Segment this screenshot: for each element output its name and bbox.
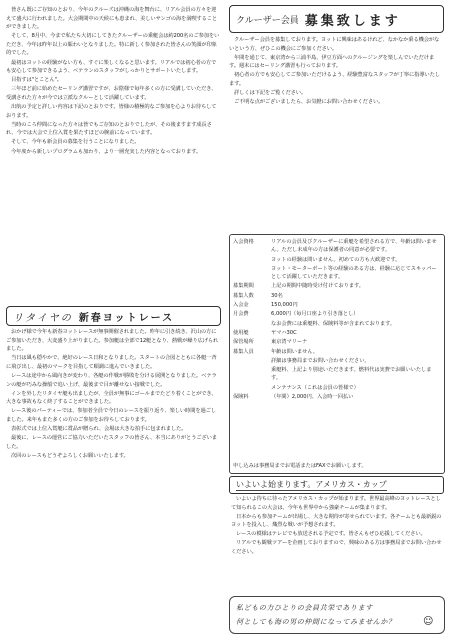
- info-row: [233, 393, 439, 401]
- application-note: 申し込みは事務局までお電話またはFAXでお願いします。: [233, 463, 367, 469]
- info-row: [233, 310, 439, 318]
- paragraph: 目指すは"とことん"。: [11, 77, 62, 84]
- paragraph: いよいよ待ちに待ったアメリカス・カップが始まります。世界最高峰のヨットレースとして知られるこの大会は、今年も世界中から強豪チームが集まります。: [231, 496, 441, 511]
- info-label: [233, 384, 271, 392]
- paragraph: レースの模様はテレビでも放送される予定です。皆さんもぜひ応援してください。: [236, 531, 426, 538]
- closing-message-box: [229, 596, 445, 634]
- info-row: [233, 256, 439, 264]
- paragraph: 今年度から新しいプログラムも加わり、より一層充実した内容となっております。: [11, 148, 201, 155]
- paragraph: 三年ほど前に始めたセーリング講習ですが、お陰様で毎年多くの方に受講していただき、受講された方々が今では立派なクルーとして活躍しています。: [6, 86, 217, 101]
- info-label: [233, 320, 271, 328]
- membership-info-list: [233, 238, 439, 470]
- new-year-race-banner: [6, 306, 221, 326]
- info-value: メンテナンス（これは会員の皆様で）: [271, 384, 359, 391]
- info-value: 年齢は問いません。: [271, 348, 318, 355]
- info-value: 上記の期間中随時受け付けております。: [271, 283, 364, 290]
- info-row: [233, 357, 439, 365]
- paragraph: そして、8月中、今まで私たち大切にしてきたクルーザーの乗艇会は約200名のご参加をいただき、今年は昨年以上の賑わいとなりました。特に新しく参加された皆さんの笑顔が印象的でした。: [6, 33, 220, 57]
- paragraph: そして、今年も新会員の募集を行うことになりました。: [11, 139, 140, 146]
- banner-subtitle: 募集致します: [304, 13, 401, 29]
- info-label: [233, 256, 271, 264]
- info-row: [233, 320, 439, 328]
- info-value: 東京湾マリーナ: [271, 339, 308, 346]
- info-value: リアルの会員及びクルーザーに乗艇を希望される方で、年齢は問いません。ただし未成年の方は保護者の同意が必要です。: [271, 239, 437, 254]
- right-top-article: [229, 36, 441, 136]
- info-value: （年間）2,000円、入会時一回払い: [271, 394, 354, 401]
- paragraph: 当時のころ仲間になった方々は皆でもご存知のとおりでしたが、その後ますます成長され、今では大会で上位入賞を果たすほどの腕前になっています。: [6, 121, 212, 137]
- smiley-icon: ☺: [423, 616, 434, 627]
- paragraph: ご不明な点がございましたら、お気軽にお問い合わせください。: [234, 99, 384, 106]
- paragraph: クルーザー会員を募集しております。ヨットに興味はあるけれど、なかなか乗る機会がないという方、ぜひこの機会にご参加ください。: [229, 37, 440, 52]
- paragraph: おかげ様で今年も新春ヨットレースが無事開催されました。昨年に引き続き、沢山の方にご参加いただき、大変盛り上がりました。参加艇は全部で12艇となり、熱戦が繰り広げられました。: [6, 329, 219, 353]
- info-label: [233, 366, 271, 383]
- paragraph: 初心者の方でも安心してご参加いただけるよう、経験豊富なスタッフが丁寧に指導いたします。: [229, 72, 440, 87]
- banner-title: リタイヤの: [13, 312, 73, 324]
- info-row: [233, 366, 439, 383]
- info-row: [233, 282, 439, 290]
- paragraph: 詳しくは下記をご覧ください。: [234, 90, 307, 97]
- info-row: [233, 292, 439, 300]
- info-value: 詳細は事務局までお問い合わせください。: [271, 357, 370, 364]
- left-top-article: [6, 6, 221, 306]
- info-label: [233, 265, 271, 282]
- info-value: ヤマハ30C: [271, 329, 297, 336]
- info-value: ヨットの経験は問いません。初めての方も大歓迎です。: [271, 256, 401, 263]
- info-label: 保険料: [233, 394, 249, 401]
- info-label: [233, 357, 271, 365]
- info-label: 募集人数: [233, 292, 254, 299]
- closing-line-2: 何としても海の男の仲間になってみませんか？: [236, 618, 396, 626]
- paragraph: 年間を通じて、東京湾から三浦半島、伊豆方面へのクルージングを楽しんでいただけます。週末にはセーリング講習も行っております。: [229, 54, 435, 70]
- info-row: [233, 384, 439, 392]
- info-value: 30名: [271, 292, 283, 299]
- left-bottom-article: [6, 328, 221, 628]
- info-value: 乗艇料、上記より別途いただきます。燃料代は実費でお願いいたします。: [271, 367, 432, 382]
- info-label: 入会資格: [233, 239, 254, 245]
- paragraph: 当日は風も穏やかで、絶好のレース日和となりました。スタートの合図とともに各艇一斉に飛び出し、最初のマークを目指して順調に進んでいきました。: [6, 355, 217, 370]
- info-label: 月会費: [233, 311, 249, 318]
- paragraph: 最初はヨットの経験がない方も、すぐに楽しくなると思います。リアルでは初心者の方でも安心して参加できるよう、ベテランのスタッフがしっかりとサポートいたします。: [6, 59, 217, 75]
- info-row: [233, 238, 439, 255]
- info-value: ヨット・モーターボート等の経験のある方は、経験に応じてスキッパーとして活躍していただきます。: [271, 265, 437, 281]
- paragraph: 出航の予定と詳しい内容は下記のとおりです。皆様の積極的なご参加を心よりお待ちしております。: [6, 104, 217, 119]
- info-value: 6,000円（毎月口座より引き落とし）: [271, 311, 359, 318]
- paragraph: インを外したリタイヤ艇も出ましたが、全員が無事にゴールまでたどり着くことができ、大きな事故もなく終了することができました。: [6, 390, 217, 406]
- paragraph: 表彰式では上位入賞艇に賞品が贈られ、会場は大きな拍手に包まれました。: [11, 426, 187, 433]
- paragraph: リアルでも観戦ツアーを企画しておりますので、興味のある方は事務局までお問い合わせください。: [231, 540, 442, 556]
- info-label: 募集期間: [233, 283, 254, 290]
- info-value: 150,000円: [271, 302, 298, 309]
- paragraph: 次回のレースもどうぞよろしくお願いいたします。: [11, 452, 129, 459]
- right-bottom-article: [231, 495, 443, 595]
- paragraph: 日本からも参加チームが出場し、大きな期待が寄せられています。各チームとも最新鋭のヨットを投入し、熾烈な戦いが予想されます。: [231, 513, 442, 529]
- info-row: [233, 348, 439, 356]
- banner-title: クルーザー会員: [236, 15, 299, 26]
- info-label: 入会金: [233, 302, 249, 309]
- info-row: [233, 329, 439, 337]
- info-row: [233, 265, 439, 282]
- info-value: なお会費には乗艇料、保険料等が含まれております。: [271, 320, 396, 327]
- paragraph: レース後のパーティーでは、参加者全員で今日のレースを振り返り、楽しい時間を過ごしました。来年もまた多くの方のご参加をお待ちしております。: [6, 408, 216, 423]
- info-label: 保管場所: [233, 339, 254, 346]
- info-label: 使用艇: [233, 329, 249, 336]
- info-row: [233, 301, 439, 309]
- info-label: 募集人員: [233, 348, 254, 355]
- info-row: [233, 338, 439, 346]
- closing-line-1: 私どもの力ひとりの会員共栄であります: [236, 604, 373, 612]
- banner-subtitle: 新春ヨットレース: [78, 312, 175, 324]
- americas-cup-banner: [229, 476, 444, 494]
- paragraph: 最後に、レースの運営にご協力いただいたスタッフの皆さん、本当にありがとうございました。: [6, 435, 217, 450]
- cruiser-member-banner: [229, 5, 444, 33]
- paragraph: レースは途中から風向きが変わり、各艇の作戦が勝敗を分ける展開となりました。ベテランの艇が巧みな操船で追い上げ、最後まで目が離せない接戦でした。: [6, 372, 217, 388]
- banner-title: いよいよ始まります。アメリカス・カップ: [236, 480, 387, 489]
- paragraph: 皆さん既にご存知のとおり、今年のクルーズは沖縄の海を舞台に、リアル会員の方々を迎えて盛大に行われました。大会期間中の天候にも恵まれ、美しいサンゴの海を満喫することができました。: [6, 7, 218, 31]
